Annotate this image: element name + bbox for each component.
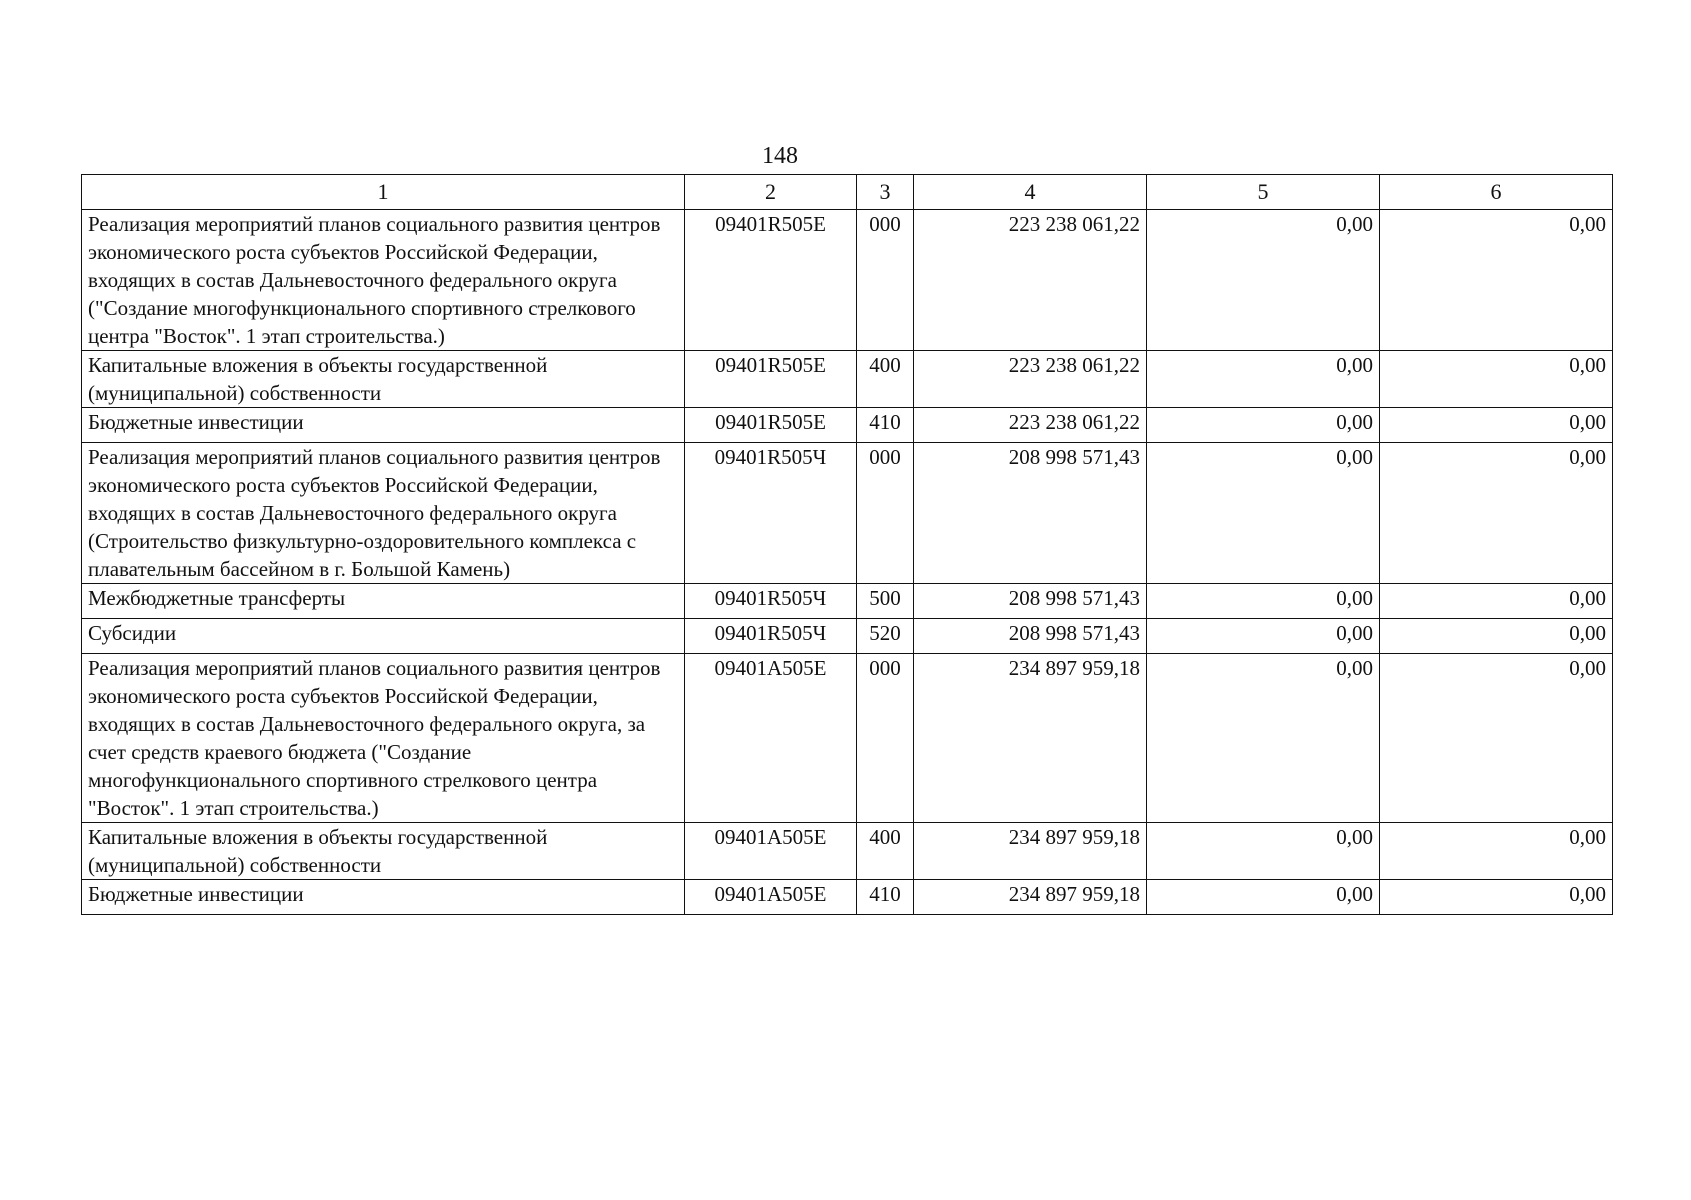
row-value-col6: 0,00	[1380, 443, 1613, 584]
row-value-col4: 234 897 959,18	[914, 654, 1147, 823]
row-value-col5: 0,00	[1147, 880, 1380, 915]
row-type-code: 400	[857, 823, 914, 880]
row-value-col5: 0,00	[1147, 351, 1380, 408]
row-value-col5: 0,00	[1147, 823, 1380, 880]
row-description: Капитальные вложения в объекты государственной (муниципальной) собственности	[82, 351, 685, 408]
row-value-col6: 0,00	[1380, 584, 1613, 619]
row-value-col6: 0,00	[1380, 654, 1613, 823]
row-value-col6: 0,00	[1380, 880, 1613, 915]
row-type-code: 410	[857, 408, 914, 443]
row-value-col4: 208 998 571,43	[914, 443, 1147, 584]
row-value-col6: 0,00	[1380, 823, 1613, 880]
row-value-col4: 208 998 571,43	[914, 619, 1147, 654]
row-value-col5: 0,00	[1147, 408, 1380, 443]
row-code: 09401A505E	[685, 880, 857, 915]
column-header-1: 1	[82, 175, 685, 210]
column-header-3: 3	[857, 175, 914, 210]
row-code: 09401R505E	[685, 408, 857, 443]
row-description: Реализация мероприятий планов социального развития центров экономического роста субъектов Российской Федерации, входящих в состав Дальневосточного федерального округа ("Создание многофункционального спортивного стрелкового центра "Восток". 1 этап строительства.)	[82, 210, 685, 351]
column-header-6: 6	[1380, 175, 1613, 210]
row-type-code: 400	[857, 351, 914, 408]
row-value-col4: 223 238 061,22	[914, 351, 1147, 408]
row-type-code: 410	[857, 880, 914, 915]
row-type-code: 000	[857, 654, 914, 823]
budget-table	[81, 174, 1613, 915]
row-value-col5: 0,00	[1147, 210, 1380, 351]
row-description: Бюджетные инвестиции	[82, 880, 685, 915]
row-value-col6: 0,00	[1380, 210, 1613, 351]
page-number: 148	[762, 143, 798, 169]
row-code: 09401R505Ч	[685, 619, 857, 654]
table-row	[82, 210, 1613, 351]
table-header-row	[82, 175, 1613, 210]
table-row	[82, 408, 1613, 443]
row-value-col6: 0,00	[1380, 619, 1613, 654]
row-code: 09401A505E	[685, 823, 857, 880]
column-header-2: 2	[685, 175, 857, 210]
row-value-col5: 0,00	[1147, 443, 1380, 584]
row-code: 09401R505Ч	[685, 443, 857, 584]
row-code: 09401A505E	[685, 654, 857, 823]
row-description: Межбюджетные трансферты	[82, 584, 685, 619]
table-row	[82, 443, 1613, 584]
row-code: 09401R505Ч	[685, 584, 857, 619]
row-type-code: 500	[857, 584, 914, 619]
table-row	[82, 823, 1613, 880]
row-value-col6: 0,00	[1380, 408, 1613, 443]
row-description: Бюджетные инвестиции	[82, 408, 685, 443]
row-type-code: 000	[857, 210, 914, 351]
row-description: Реализация мероприятий планов социального развития центров экономического роста субъектов Российской Федерации, входящих в состав Дальневосточного федерального округа (Строительство физкультурно-оздоровительного комплекса с плавательным бассейном в г. Большой Камень)	[82, 443, 685, 584]
row-code: 09401R505E	[685, 210, 857, 351]
row-value-col5: 0,00	[1147, 654, 1380, 823]
row-type-code: 000	[857, 443, 914, 584]
table-row	[82, 654, 1613, 823]
row-value-col4: 208 998 571,43	[914, 584, 1147, 619]
row-value-col4: 223 238 061,22	[914, 210, 1147, 351]
table-row	[82, 351, 1613, 408]
row-value-col5: 0,00	[1147, 619, 1380, 654]
row-value-col6: 0,00	[1380, 351, 1613, 408]
row-value-col4: 234 897 959,18	[914, 880, 1147, 915]
row-description: Реализация мероприятий планов социального развития центров экономического роста субъектов Российской Федерации, входящих в состав Дальневосточного федерального округа, за счет средств краевого бюджета ("Создание многофункционального спортивного стрелкового центра "Восток". 1 этап строительства.)	[82, 654, 685, 823]
row-code: 09401R505E	[685, 351, 857, 408]
table-row	[82, 584, 1613, 619]
row-value-col4: 234 897 959,18	[914, 823, 1147, 880]
row-description: Субсидии	[82, 619, 685, 654]
row-value-col5: 0,00	[1147, 584, 1380, 619]
table-row	[82, 619, 1613, 654]
column-header-4: 4	[914, 175, 1147, 210]
table-row	[82, 880, 1613, 915]
column-header-5: 5	[1147, 175, 1380, 210]
row-value-col4: 223 238 061,22	[914, 408, 1147, 443]
row-type-code: 520	[857, 619, 914, 654]
row-description: Капитальные вложения в объекты государственной (муниципальной) собственности	[82, 823, 685, 880]
